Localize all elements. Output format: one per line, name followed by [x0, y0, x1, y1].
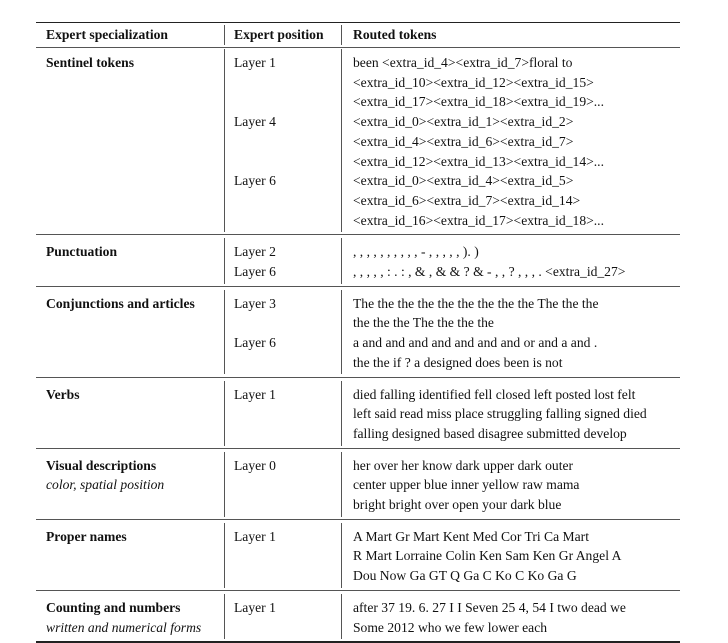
expert-position: Layer 6	[234, 173, 276, 189]
column-divider	[224, 49, 225, 232]
category-label: Conjunctions and articles	[46, 295, 195, 311]
column-divider	[341, 49, 342, 232]
group-separator	[36, 448, 680, 449]
column-divider	[224, 290, 225, 375]
category-label: Verbs	[46, 386, 80, 402]
routed-token-line: center upper blue inner yellow raw mama	[353, 477, 580, 493]
column-divider	[341, 523, 342, 588]
expert-position: Layer 6	[234, 264, 276, 279]
header-routed-tokens: Routed tokens	[353, 27, 437, 42]
group-separator	[36, 286, 680, 287]
routed-token-line: The the the the the the the the the The the the	[353, 295, 599, 311]
group-separator	[36, 590, 680, 591]
expert-position: Layer 3	[234, 295, 276, 311]
expert-position: Layer 1	[234, 528, 276, 544]
expert-position: Layer 6	[234, 335, 276, 351]
routed-token-line: <extra_id_10><extra_id_12><extra_id_15>	[353, 74, 594, 90]
category-label: Visual descriptions	[46, 457, 157, 473]
column-divider	[224, 523, 225, 588]
routed-token-line: <extra_id_17><extra_id_18><extra_id_19>...	[353, 94, 604, 110]
column-divider	[341, 594, 342, 639]
column-divider	[341, 238, 342, 283]
column-divider	[224, 238, 225, 283]
expert-position: Layer 4	[234, 114, 276, 130]
routed-token-line: <extra_id_4><extra_id_6><extra_id_7>	[353, 133, 574, 149]
expert-position: Layer 1	[234, 386, 276, 402]
column-divider	[224, 25, 225, 45]
group-separator	[36, 234, 680, 235]
routed-token-line: been <extra_id_4><extra_id_7>floral to	[353, 55, 573, 70]
routed-token-line: after 37 19. 6. 27 I I Seven 25 4, 54 I two dead we	[353, 599, 626, 615]
routed-token-line: a and and and and and and and or and a and .	[353, 335, 598, 351]
routed-token-line: died falling identified fell closed left posted lost felt	[353, 386, 636, 402]
category-label: Counting and numbers	[46, 599, 181, 615]
routed-token-line: Some 2012 who we few lower each	[353, 619, 548, 635]
expert-position: Layer 0	[234, 457, 276, 473]
category-label: Proper names	[46, 528, 127, 544]
header-expert-position: Expert position	[234, 27, 324, 42]
routed-token-line: , , , , , : . : , & , & & ? & - , , ? , , , . <extra_id_27>	[353, 264, 626, 279]
routed-token-line: <extra_id_6><extra_id_7><extra_id_14>	[353, 192, 581, 208]
category-label: Sentinel tokens	[46, 55, 134, 70]
routed-token-line: <extra_id_0><extra_id_4><extra_id_5>	[353, 173, 574, 189]
routed-token-line: the the if ? a designed does been is not	[353, 354, 563, 370]
category-subtitle: written and numerical forms	[46, 619, 202, 635]
routed-token-line: Dou Now Ga GT Q Ga C Ko C Ko Ga G	[353, 568, 577, 584]
table-rule-thick	[36, 641, 680, 642]
routed-token-line: her over her know dark upper dark outer	[353, 457, 574, 473]
expert-position: Layer 2	[234, 244, 276, 260]
header-expert-specialization: Expert specialization	[46, 27, 168, 42]
column-divider	[341, 290, 342, 375]
routed-token-line: <extra_id_0><extra_id_1><extra_id_2>	[353, 114, 574, 130]
column-divider	[341, 452, 342, 517]
routed-token-line: left said read miss place struggling falling signed died	[353, 406, 647, 422]
category-subtitle: color, spatial position	[46, 477, 165, 493]
routed-token-line: <extra_id_16><extra_id_17><extra_id_18>...	[353, 212, 604, 228]
expert-position: Layer 1	[234, 55, 276, 70]
column-divider	[224, 381, 225, 446]
expert-position: Layer 1	[234, 599, 276, 615]
routed-token-line: the the the The the the the	[353, 315, 494, 331]
column-divider	[224, 594, 225, 639]
routed-token-line: <extra_id_12><extra_id_13><extra_id_14>...	[353, 153, 604, 169]
group-separator	[36, 519, 680, 520]
group-separator	[36, 377, 680, 378]
routed-token-line: R Mart Lorraine Colin Ken Sam Ken Gr Angel A	[353, 548, 622, 564]
routed-token-line: bright bright over open your dark blue	[353, 497, 562, 512]
column-divider	[341, 381, 342, 446]
column-divider	[224, 452, 225, 517]
category-label: Punctuation	[46, 244, 118, 260]
column-divider	[341, 25, 342, 45]
group-separator	[36, 47, 680, 48]
routed-token-line: , , , , , , , , , , - , , , , , ). )	[353, 244, 479, 260]
table-rule-thick	[36, 22, 680, 23]
routed-token-line: A Mart Gr Mart Kent Med Cor Tri Ca Mart	[353, 528, 589, 544]
routed-token-line: falling designed based disagree submitted develop	[353, 425, 627, 441]
